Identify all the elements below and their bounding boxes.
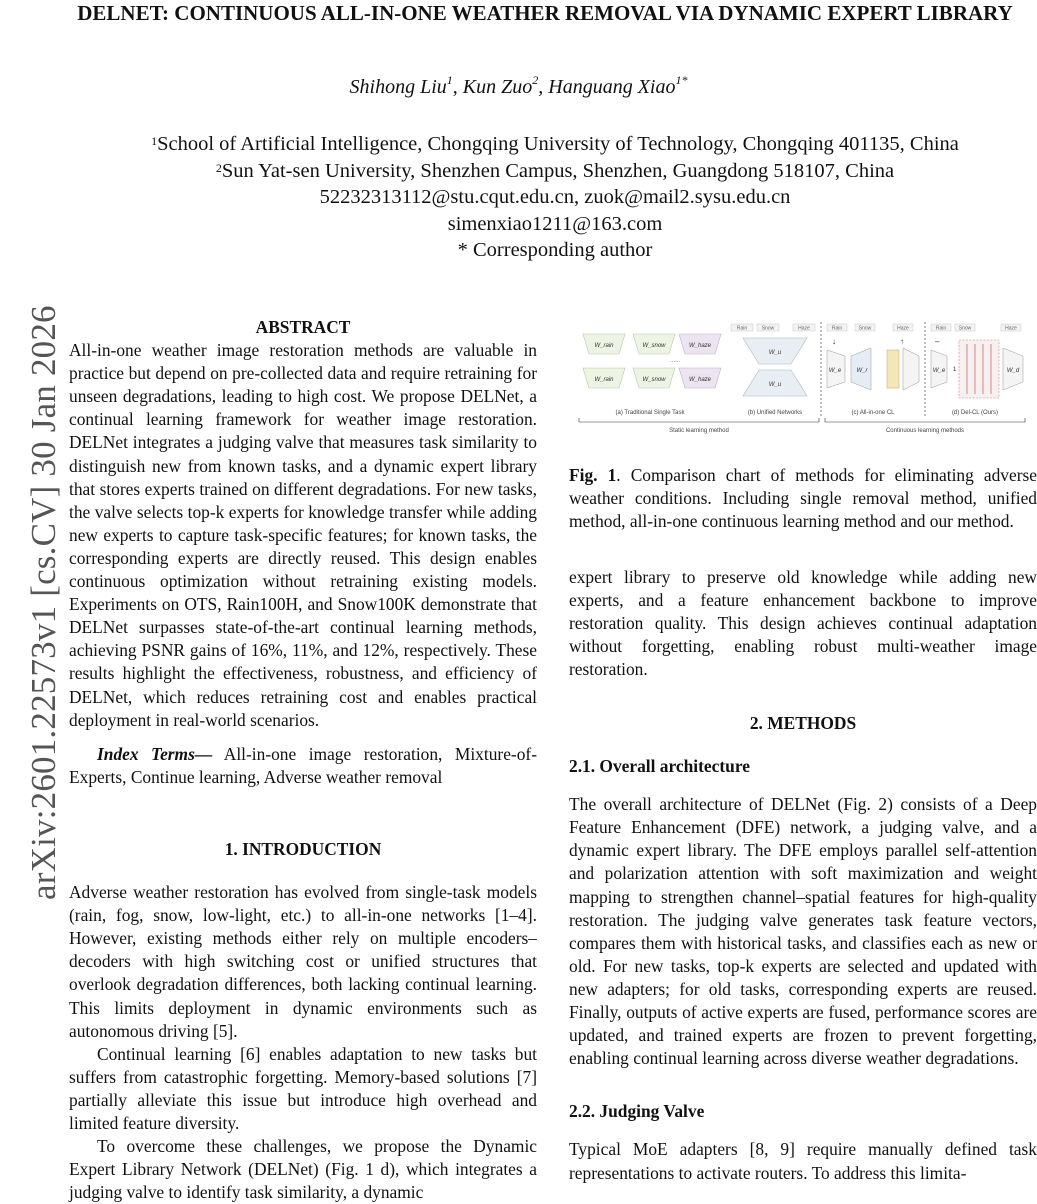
fig-task-rain: Rain [831,325,843,332]
fig-task-snow: Snow [858,325,872,332]
author-sup: 1 [446,73,453,87]
affiliation-sup: 2 [215,160,222,175]
fig-label-w-u: W_u [768,382,782,388]
fig-panel-b-label: (b) Unified Networks [747,410,803,416]
introduction-section [69,838,537,1204]
fig-dash: – [935,337,940,346]
fig-task-haze: Haze [1005,325,1017,332]
fig-task-rain: Rain [736,325,748,332]
arxiv-side-label: arXiv:2601.22573v1 [cs.CV] 30 Jan 2026 [24,305,63,900]
fig-label-w-haze: W_haze [688,343,712,349]
subsection-heading-2-2: 2.2. Judging Valve [569,1101,705,1122]
author-name: Hanguang Xiao [548,76,676,98]
methods-heading: 2. METHODS [749,713,857,733]
figure-1-caption [569,464,1037,533]
fig-label-w-snow: W_snow [642,377,666,383]
affiliation-line [60,131,1037,158]
methods-section [569,712,1037,1185]
figure-1 [575,320,1030,435]
fig-group-static: Static learning method [669,428,729,434]
affiliation-line [60,158,1037,185]
arxiv-side-label-wrap [2,240,63,900]
abstract-text: All-in-one weather image restoration methods are valuable in practice but depend on pre-collected data and require retraining for unseen degradations, leading to high cost. We propose DELNet, a continual learning framework for weather image restoration. DELNet integrates a judging valve that measures task similarity to distinguish new from known tasks, and a dynamic expert library that stores experts trained on different degradations. For new tasks, the valve selects top-k experts for knowledge transfer while adding new experts to capture task-specific features; for known tasks, the corresponding experts are directly reused. This design enables continuous optimization without retraining existing models. Experiments on OTS, Rain100H, and Snow100K demonstrate that DELNet surpasses state-of-the-art continual learning methods, achieving PSNR gains of 16%, 11%, and 12%, respectively. These results highlight the effectiveness, robustness, and efficiency of DELNet, which reduces retraining cost and enables practical deployment in real-world scenarios. [69,340,537,730]
figure-caption-text: . Comparison chart of methods for eliminating adverse weather conditions. Including single removal method, unified method, all-in-one continuous learning method and our method. [569,465,1037,532]
fig-dots: ...... [669,358,681,364]
subsection-2-2-text: Typical MoE adapters [8, 9] require manually defined task representations to activate routers. To address this limita- [569,1139,1037,1183]
fig-arrow-up: ↑ [900,337,904,346]
fig-group-continual: Continuous learning methods [885,428,965,434]
affiliation-text: Sun Yat-sen University, Shenzhen Campus, Shenzhen, Guangdong 518107, China [221,159,895,182]
fig-panel-d-label: (d) Del-CL (Ours) [951,410,999,416]
fig-label-w-d: W_d [1006,368,1020,374]
intro-paragraph: Adverse weather restoration has evolved from single-task models (rain, fog, snow, low-light, etc.) to all-in-one networks [1–4]. However, existing methods either rely on multiple encoders–decoders with high switching cost or unified structures that overlook degradation differences, both lacking continual learning. This limits deployment in dynamic environments such as autonomous driving [5]. [69,882,537,1041]
email-line: 52232313112@stu.cqut.edu.cn, zuok@mail2.sysu.edu.cn [319,186,791,208]
figure-label: Fig. 1 [569,465,617,485]
abstract-heading: ABSTRACT [255,317,351,337]
subsection-2-1-text: The overall architecture of DELNet (Fig. 2) consists of a Deep Feature Enhancement (DFE) network, a judging valve, and a dynamic expert library. The DFE employs parallel self-attention and polarization attention with soft maximization and weight mapping to strengthen channel–spatial features for high-quality restoration. The judging valve generates task feature vectors, compares them with historical tasks, and classifies each as new or old. For new tasks, top-k experts are selected and updated with new adapters; for old tasks, corresponding experts are reused. Finally, outputs of active experts are fused, performance scores are updated, and trained experts are frozen to prevent forgetting, enabling continual learning across diverse weather degradations. [569,794,1037,1069]
fig-label-w-r: W_r [856,368,868,374]
intro-paragraph: Continual learning [6] enables adaptation to new tasks but suffers from catastrophic forgetting. Memory-based solutions [7] partially alleviate this issue but introduce high overhead and limited feature diversity. [69,1043,537,1134]
affiliations [60,131,1037,264]
fig-label-w-e: W_e [932,368,946,374]
author-name: Shihong Liu [349,76,447,98]
author-sup: 2 [532,73,539,87]
fig-label-w-snow: W_snow [642,343,666,349]
fig-label-w-rain: W_rain [594,343,614,349]
fig-task-haze: Haze [897,325,909,332]
fig-panel-c-label: (c) All-in-one CL [851,410,895,416]
fig-label-w-haze: W_haze [688,377,712,383]
index-terms-text: All-in-one image restoration, Mixture-of-Experts, Continue learning, Adverse weather removal [69,743,537,787]
email-line: simenxiao1211@163.com [447,212,663,235]
affiliation-sup: 1 [151,134,158,148]
fig-task-snow: Snow [761,325,775,332]
fig-arrow-down: ↓ [832,337,836,346]
fig-label-w-rain: W_rain [594,377,614,383]
fig-task-haze: Haze [798,325,810,332]
corresponding-note: * Corresponding author [457,239,653,261]
intro-continuation [569,566,1037,681]
author-list: Shihong Liu$^1$, Kun Zuo$^2$, Hanguang Xiao$^{1*}$ [349,73,688,98]
fig-task-snow: Snow [958,325,972,332]
author-sup: 1* [675,73,688,87]
fig-task-rain: Rain [935,325,947,332]
fig-panel-a-label: (a) Traditional Single Task [615,410,685,416]
fig-label-w-u: W_u [768,350,782,356]
paper-title: DELNET: CONTINUOUS ALL-IN-ONE WEATHER REMOVAL VIA DYNAMIC EXPERT LIBRARY [77,1,1013,25]
subsection-heading-2-1: 2.1. Overall architecture [569,756,750,777]
figure-1-diagram [575,320,1030,435]
intro-continuation-text: expert library to preserve old knowledge while adding new experts, and a feature enhancement backbone to improve restoration quality. This design achieves continual adaptation without forgetting, enabling robust multi-weather image restoration. [569,567,1037,680]
index-terms-label: Index Terms— [97,743,213,764]
index-terms [69,743,537,789]
fig-one: 1 [953,367,957,373]
intro-paragraph: To overcome these challenges, we propose the Dynamic Expert Library Network (DELNet) (Fig. 1 d), which integrates a judging valve to identify task similarity, a dynamic [69,1136,537,1203]
author-name: Kun Zuo [462,76,533,98]
intro-heading: 1. INTRODUCTION [224,839,382,859]
fig-label-w-e: W_e [828,368,842,374]
abstract-section [69,316,537,789]
affiliation-text: School of Artificial Intelligence, Chongqing University of Technology, Chongqing 401135, China [157,133,959,155]
